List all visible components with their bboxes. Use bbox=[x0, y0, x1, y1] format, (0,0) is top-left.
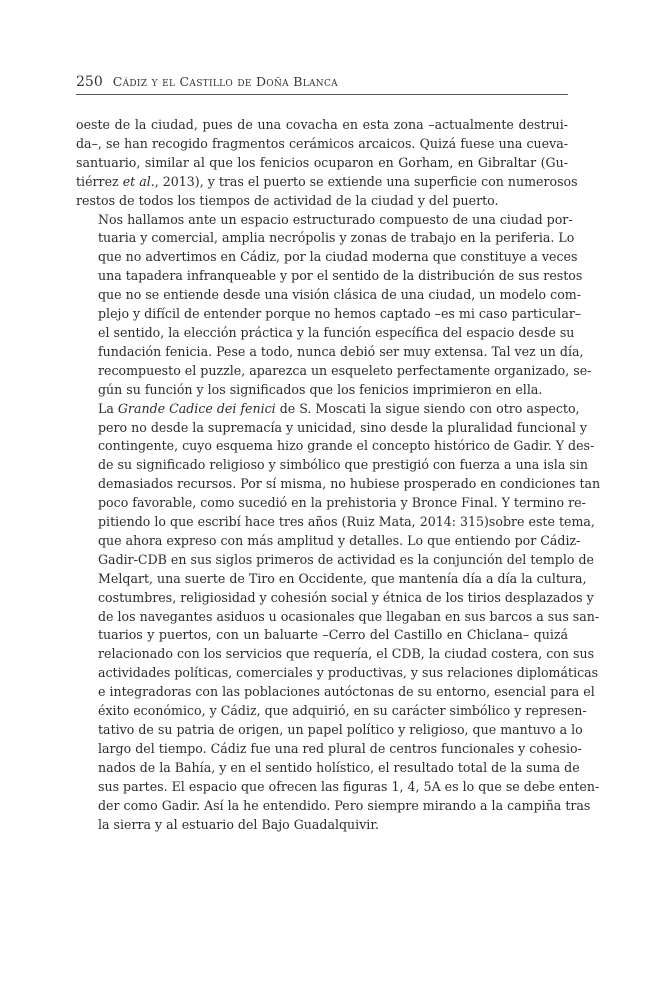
text-line: el sentido, la elección práctica y la función específica del espacio desde su bbox=[98, 324, 575, 340]
text-line: restos de todos los tiempos de actividad de la ciudad y del puerto. bbox=[76, 192, 499, 208]
paragraph bbox=[76, 400, 601, 835]
page-number: 250 bbox=[76, 74, 103, 90]
text-line: de los navegantes asiduos u ocasionales que llegaban en sus barcos a sus san- bbox=[98, 608, 600, 624]
text-line: la sierra y al estuario del Bajo Guadalquivir. bbox=[98, 816, 379, 832]
text-line: Melqart, una suerte de Tiro en Occidente, que mantenía día a día la cultura, bbox=[98, 570, 587, 586]
text-line: nados de la Bahía, y en el sentido holístico, el resultado total de la suma de bbox=[98, 759, 580, 775]
text-line: Gadir-CDB en sus siglos primeros de actividad es la conjunción del templo de bbox=[98, 551, 594, 567]
text-line: tuaria y comercial, amplia necrópolis y zonas de trabajo en la periferia. Lo bbox=[98, 230, 575, 246]
text-line: tiérrez et al., 2013), y tras el puerto se extiende una superficie con numerosos bbox=[76, 173, 578, 189]
text-line: que no advertimos en Cádiz, por la ciudad moderna que constituye a veces bbox=[98, 249, 578, 265]
text-line: oeste de la ciudad, pues de una covacha en esta zona –actualmente destrui- bbox=[76, 117, 568, 132]
text-line: gún su función y los significados que los fenicios imprimieron en ella. bbox=[98, 381, 543, 397]
text-line: éxito económico, y Cádiz, que adquirió, en su carácter simbólico y represen- bbox=[98, 703, 587, 719]
paragraph bbox=[76, 211, 592, 400]
text-line: Nos hallamos ante un espacio estructurado compuesto de una ciudad por- bbox=[98, 211, 573, 227]
text-line: plejo y difícil de entender porque no hemos captado –es mi caso particular– bbox=[98, 306, 582, 322]
text-line: La Grande Cadice dei fenici de S. Moscati la sigue siendo con otro aspecto, bbox=[98, 400, 580, 416]
text-line: que no se entiende desde una visión clásica de una ciudad, un modelo com- bbox=[98, 287, 581, 303]
text-line: de su significado religioso y simbólico que prestigió con fuerza a una isla sin bbox=[98, 457, 588, 473]
body-text bbox=[76, 116, 601, 834]
text-line: demasiados recursos. Por sí misma, no hubiese prosperado en condiciones tan bbox=[98, 476, 601, 492]
text-line: pitiendo lo que escribí hace tres años (Ruiz Mata, 2014: 315)sobre este tema, bbox=[98, 514, 595, 530]
text-line: recompuesto el puzzle, aparezca un esqueleto perfectamente organizado, se- bbox=[98, 362, 592, 378]
text-line: relacionado con los servicios que requería, el CDB, la ciudad costera, con sus bbox=[98, 646, 595, 662]
text-line: der como Gadir. Así la he entendido. Pero siempre mirando a la campiña tras bbox=[98, 797, 591, 813]
text-line: costumbres, religiosidad y cohesión social y étnica de los tirios desplazados y bbox=[98, 589, 594, 605]
text-line: pero no desde la supremacía y unicidad, sino desde la pluralidad funcional y bbox=[98, 419, 588, 435]
text-line: sus partes. El espacio que ofrecen las figuras 1, 4, 5A es lo que se debe enten- bbox=[98, 778, 600, 794]
text-line: largo del tiempo. Cádiz fue una red plural de centros funcionales y cohesio- bbox=[98, 740, 582, 756]
text-line: tativo de su patria de origen, un papel político y religioso, que mantuvo a lo bbox=[98, 722, 583, 737]
text-line: tuarios y puertos, con un baluarte –Cerro del Castillo en Chiclana– quizá bbox=[98, 627, 568, 643]
text-line: contingente, cuyo esquema hizo grande el concepto histórico de Gadir. Y des- bbox=[98, 438, 595, 454]
running-title: Cádiz y el Castillo de Doña Blanca bbox=[112, 74, 338, 89]
text-line: da–, se han recogido fragmentos cerámicos arcaicos. Quizá fuese una cueva- bbox=[76, 135, 568, 151]
text-line: que ahora expreso con más amplitud y detalles. Lo que entiendo por Cádiz- bbox=[98, 532, 581, 548]
paragraph bbox=[76, 116, 578, 211]
text-line: actividades políticas, comerciales y productivas, y sus relaciones diplomáticas bbox=[98, 665, 599, 681]
text-line: santuario, similar al que los fenicios ocuparon en Gorham, en Gibraltar (Gu- bbox=[76, 154, 568, 170]
text-line: e integradoras con las poblaciones autóctonas de su entorno, esencial para el bbox=[98, 684, 595, 700]
text-line: una tapadera infranqueable y por el sentido de la distribución de sus restos bbox=[98, 268, 583, 284]
header-rule bbox=[76, 94, 568, 95]
text-line: poco favorable, como sucedió en la prehistoria y Bronce Final. Y termino re- bbox=[98, 495, 586, 511]
running-header bbox=[76, 74, 568, 90]
text-line: fundación fenicia. Pese a todo, nunca debió ser muy extensa. Tal vez un día, bbox=[98, 343, 584, 359]
